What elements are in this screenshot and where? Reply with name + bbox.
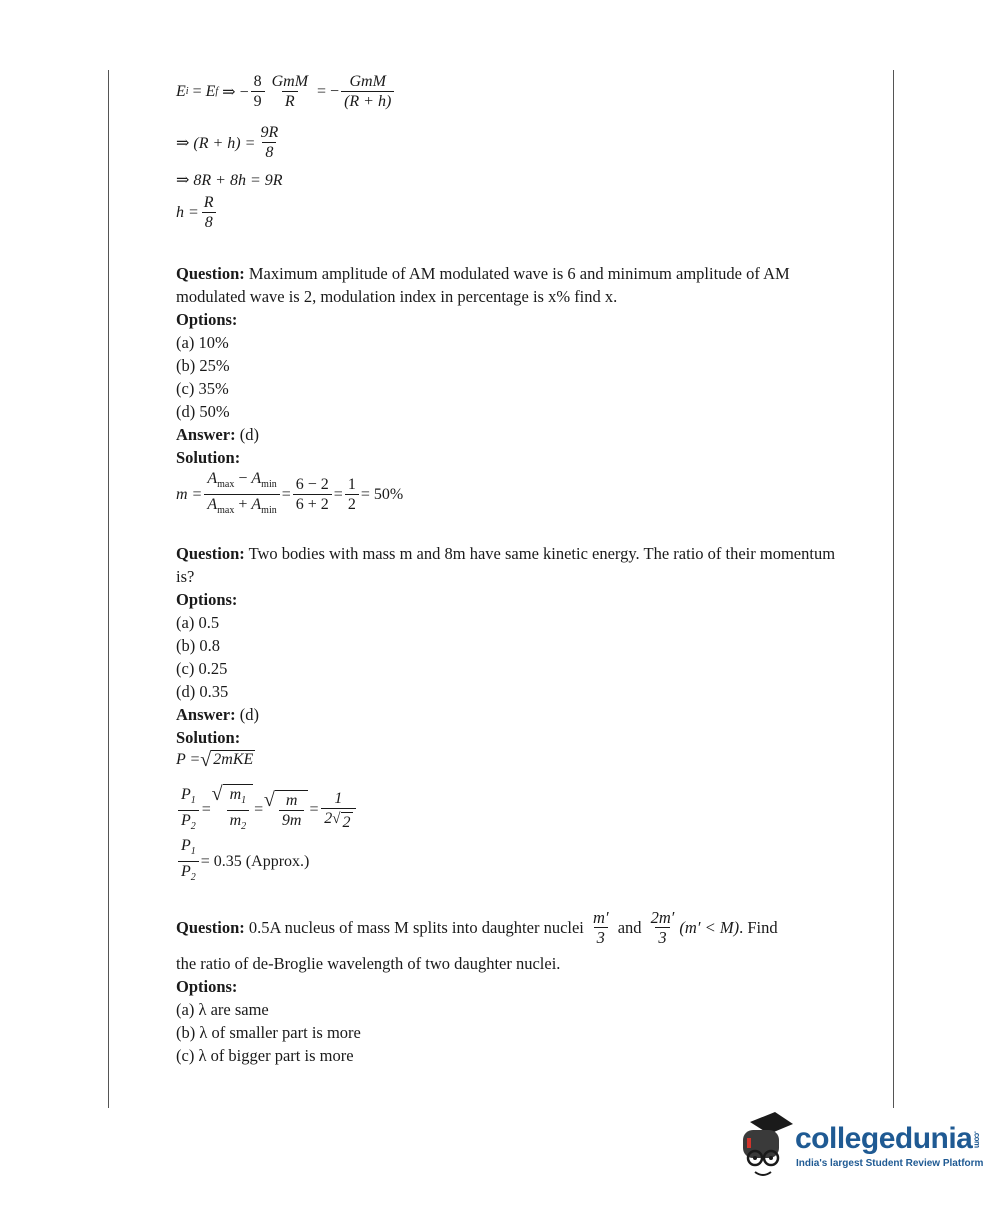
question-1: [176, 262, 836, 308]
solution-label: Solution:: [176, 728, 241, 747]
frac-gmm-rh: $\frac{\text{GmM}}{(R + h)}$: [341, 72, 394, 111]
right-margin-rule: [893, 70, 894, 1108]
frac-2m-3: $\frac{2m'}{3}$: [650, 908, 675, 947]
question-text: Maximum amplitude of AM modulated wave is 6 and minimum amplitude of AM modulated wave is 2, modulation index in percentage is x% find x.: [176, 264, 790, 306]
option-c: (c) λ of bigger part is more: [176, 1046, 354, 1065]
eq-rh: [176, 123, 283, 162]
question-text: 0.5A nucleus of mass M splits into daughter nuclei: [248, 918, 584, 937]
option-a: (a) 10%: [176, 333, 229, 352]
question-text-2: the ratio of de-Broglie wavelength of two daughter nuclei.: [176, 954, 561, 973]
m-lhs: m =: [176, 485, 203, 503]
answer-line: [176, 423, 259, 446]
approx-equation: [176, 836, 309, 887]
answer-label: Answer:: [176, 425, 236, 444]
option-a: (a) 0.5: [176, 613, 220, 632]
option-c: (c) 35%: [176, 379, 229, 398]
answer-line: [176, 703, 259, 726]
option-c: (c) 0.25: [176, 659, 228, 678]
frac-m-3: $\frac{m'}{3}$: [593, 908, 609, 947]
answer-value: (d): [239, 425, 259, 444]
option-d: (d) 0.35: [176, 682, 229, 701]
eq2-lhs: ⇒ (R + h) =: [176, 134, 256, 152]
question-label: Question:: [176, 544, 245, 563]
eq-8r: ⇒ 8R + 8h = 9R: [176, 172, 283, 189]
eq-h: [176, 193, 219, 232]
p-lhs: P =: [176, 751, 201, 768]
option-b: (b) 25%: [176, 356, 230, 375]
logo-wordmark: collegedunia.com: [795, 1122, 982, 1155]
options-label: Options:: [176, 590, 238, 609]
approx-value: = 0.35 (Approx.): [200, 852, 310, 870]
eq-e: E: [176, 82, 186, 100]
sqrt-m-9m: √ $\frac{m}{9m}$: [264, 790, 309, 830]
frac-1-2: $\frac{1}{2}$: [345, 475, 359, 514]
frac-p1-p2: $\frac{P_1}{P_2}$: [178, 785, 199, 836]
sqrt-m1-m2: √ $\frac{m_1}{m_2}$: [212, 784, 254, 836]
result: = 50%: [360, 485, 404, 503]
option-a: (a) λ are same: [176, 1000, 269, 1019]
option-d: (d) 50%: [176, 402, 230, 421]
energy-equation: E i = E f ⇒ − $\frac{8}{9}$ $\frac{\text{GmM}}{R}$ = − $\frac{\text{GmM}}{(R + h)}$: [176, 72, 396, 111]
text-after: . Find: [739, 918, 778, 937]
sqrt-2mke: √ 2mKE: [200, 749, 254, 771]
q1-options: [176, 308, 259, 469]
frac-9r-8: $\frac{9R}{8}$: [260, 124, 279, 161]
frac-amax-amin: $\frac{A_{max} - A_{min}}{A_{max} + A_{min}}$: [204, 469, 279, 520]
question-label: Question:: [176, 918, 245, 937]
frac-gmm-r: $\frac{\text{GmM}}{R}$: [271, 73, 309, 110]
answer-value: (d): [239, 705, 259, 724]
q2-options: [176, 588, 259, 749]
options-label: Options:: [176, 310, 238, 329]
sub-f: f: [215, 86, 219, 97]
frac-r-8: $\frac{R}{8}$: [201, 193, 217, 232]
ratio-equation: $\frac{P_1}{P_2}$ = √ $\frac{m_1}{m_2}$ = √ $\frac{m}{9m}$ = 1 2 √ 2: [176, 784, 358, 836]
and-word: and: [617, 918, 642, 937]
frac-8-9: $\frac{8}{9}$: [251, 72, 265, 111]
sub-i: i: [185, 86, 189, 97]
frac-p1-p2-approx: $\frac{P_1}{P_2}$: [178, 836, 199, 887]
question-text: Two bodies with mass m and 8m have same kinetic energy. The ratio of their momentum is?: [176, 544, 836, 586]
question-3-line1: [176, 908, 778, 947]
eq-e2: E: [205, 82, 216, 100]
answer-label: Answer:: [176, 705, 236, 724]
option-b: (b) 0.8: [176, 636, 220, 655]
momentum-equation: [176, 750, 255, 770]
eq4-lhs: h =: [176, 203, 199, 221]
frac-6-2: $\frac{6 - 2}{6 + 2}$: [293, 475, 332, 514]
option-b: (b) λ of smaller part is more: [176, 1023, 361, 1042]
frac-1-2root2: 1 2 √ 2: [321, 789, 355, 832]
left-margin-rule: [108, 70, 109, 1108]
question-2: [176, 542, 836, 588]
question-label: Question:: [176, 264, 245, 283]
logo-tagline: India's largest Student Review Platform: [796, 1158, 984, 1169]
question-3-line2: [176, 952, 560, 1067]
condition: (m′ < M): [679, 918, 740, 937]
options-label: Options:: [176, 977, 238, 996]
modulation-equation: m = $\frac{A_{max} - A_{min}}{A_{max} + A_{min}}$ = $\frac{6 - 2}{6 + 2}$ = $\frac{1}{2}$ = 50%: [176, 469, 403, 520]
solution-label: Solution:: [176, 448, 241, 467]
